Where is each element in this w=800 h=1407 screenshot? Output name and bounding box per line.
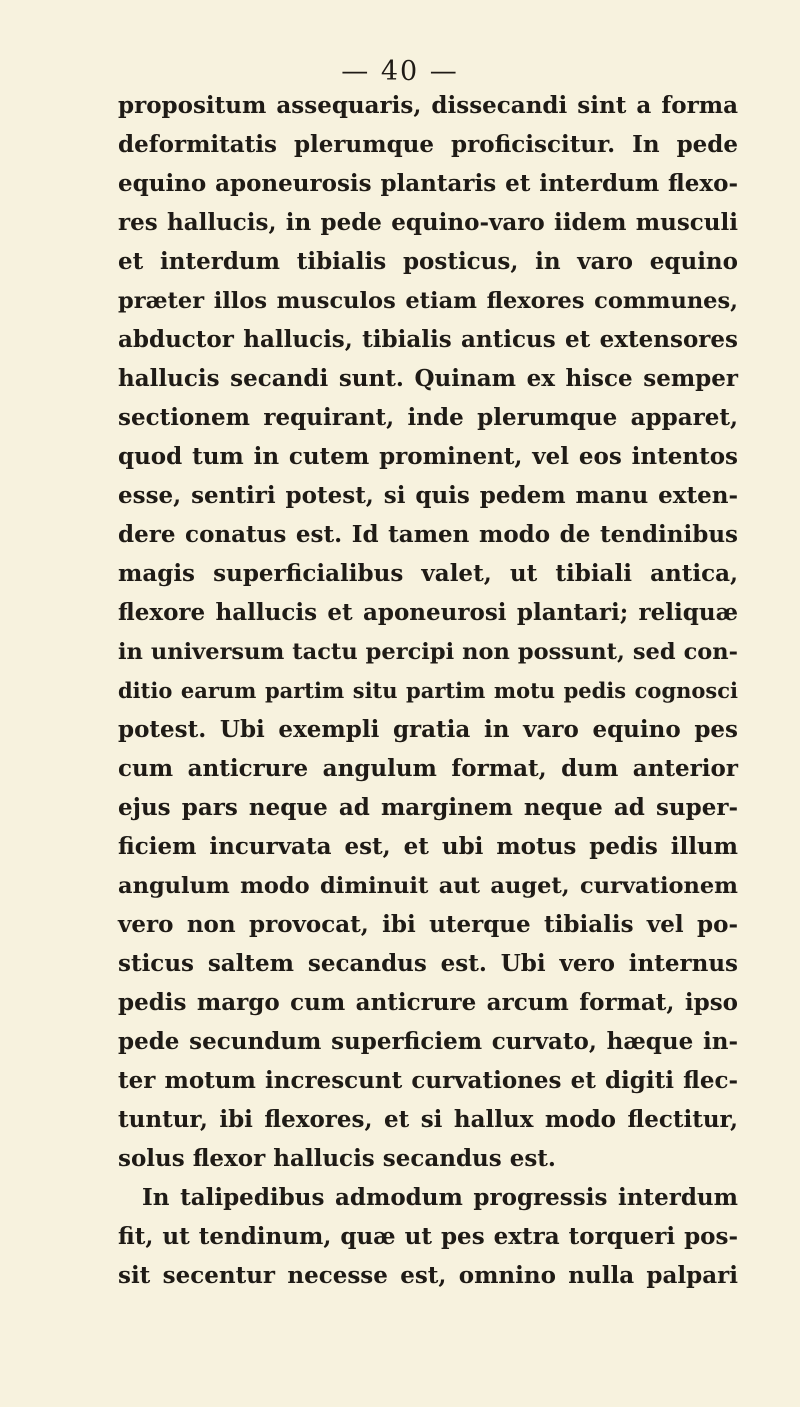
text-line: angulum modo diminuit aut auget, curvationem xyxy=(118,873,738,899)
text-line: tuntur, ibi flexores, et si hallux modo flectitur, xyxy=(118,1106,738,1133)
text-line: et interdum tibialis posticus, in varo equino xyxy=(118,248,738,275)
text-line: sticus saltem secandus est. Ubi vero internus xyxy=(118,950,738,977)
text-line: fit, ut tendinum, quæ ut pes extra torqueri pos- xyxy=(118,1223,738,1250)
text-line: abductor hallucis, tibialis anticus et extensores xyxy=(118,326,738,353)
text-line: solus flexor hallucis secandus est. xyxy=(118,1145,556,1172)
text-line: ter motum increscunt curvationes et digiti flec- xyxy=(118,1067,738,1094)
text-line: equino aponeurosis plantaris et interdum flexo- xyxy=(118,170,738,197)
text-line: ficiem incurvata est, et ubi motus pedis illum xyxy=(118,833,738,860)
text-line: quod tum in cutem prominent, vel eos intentos xyxy=(118,443,738,470)
page-number: — 40 — xyxy=(341,56,459,87)
text-line: sit secentur necesse est, omnino nulla palpari xyxy=(118,1262,738,1289)
text-line: hallucis secandi sunt. Quinam ex hisce semper xyxy=(118,365,738,392)
text-line: magis superficialibus valet, ut tibiali antica, xyxy=(118,560,738,587)
text-line: dere conatus est. Id tamen modo de tendinibus xyxy=(118,521,738,548)
text-line: deformitatis plerumque proficiscitur. In pede xyxy=(118,131,738,158)
text-line: in universum tactu percipi non possunt, sed con- xyxy=(118,639,738,665)
text-line: ditio earum partim situ partim motu pedis cognosci xyxy=(118,678,738,703)
text-line: propositum assequaris, dissecandi sint a forma xyxy=(118,92,738,119)
text-line: sectionem requirant, inde plerumque apparet, xyxy=(118,404,738,431)
text-line: cum anticrure angulum format, dum anterior xyxy=(118,755,738,782)
text-line: In talipedibus admodum progressis interdum xyxy=(142,1184,738,1211)
text-line: præter illos musculos etiam flexores communes, xyxy=(118,288,738,314)
text-line: esse, sentiri potest, si quis pedem manu exten- xyxy=(118,482,738,509)
text-line: vero non provocat, ibi uterque tibialis vel po- xyxy=(118,911,738,938)
text-line: ejus pars neque ad marginem neque ad super- xyxy=(118,794,738,821)
text-line: flexore hallucis et aponeurosi plantari; reliquæ xyxy=(118,599,738,626)
text-line: res hallucis, in pede equino-varo iidem musculi xyxy=(118,209,738,236)
text-line: pede secundum superficiem curvato, hæque in- xyxy=(118,1028,738,1055)
text-line: pedis margo cum anticrure arcum format, ipso xyxy=(118,989,738,1016)
text-line: potest. Ubi exempli gratia in varo equino pes xyxy=(118,716,738,743)
